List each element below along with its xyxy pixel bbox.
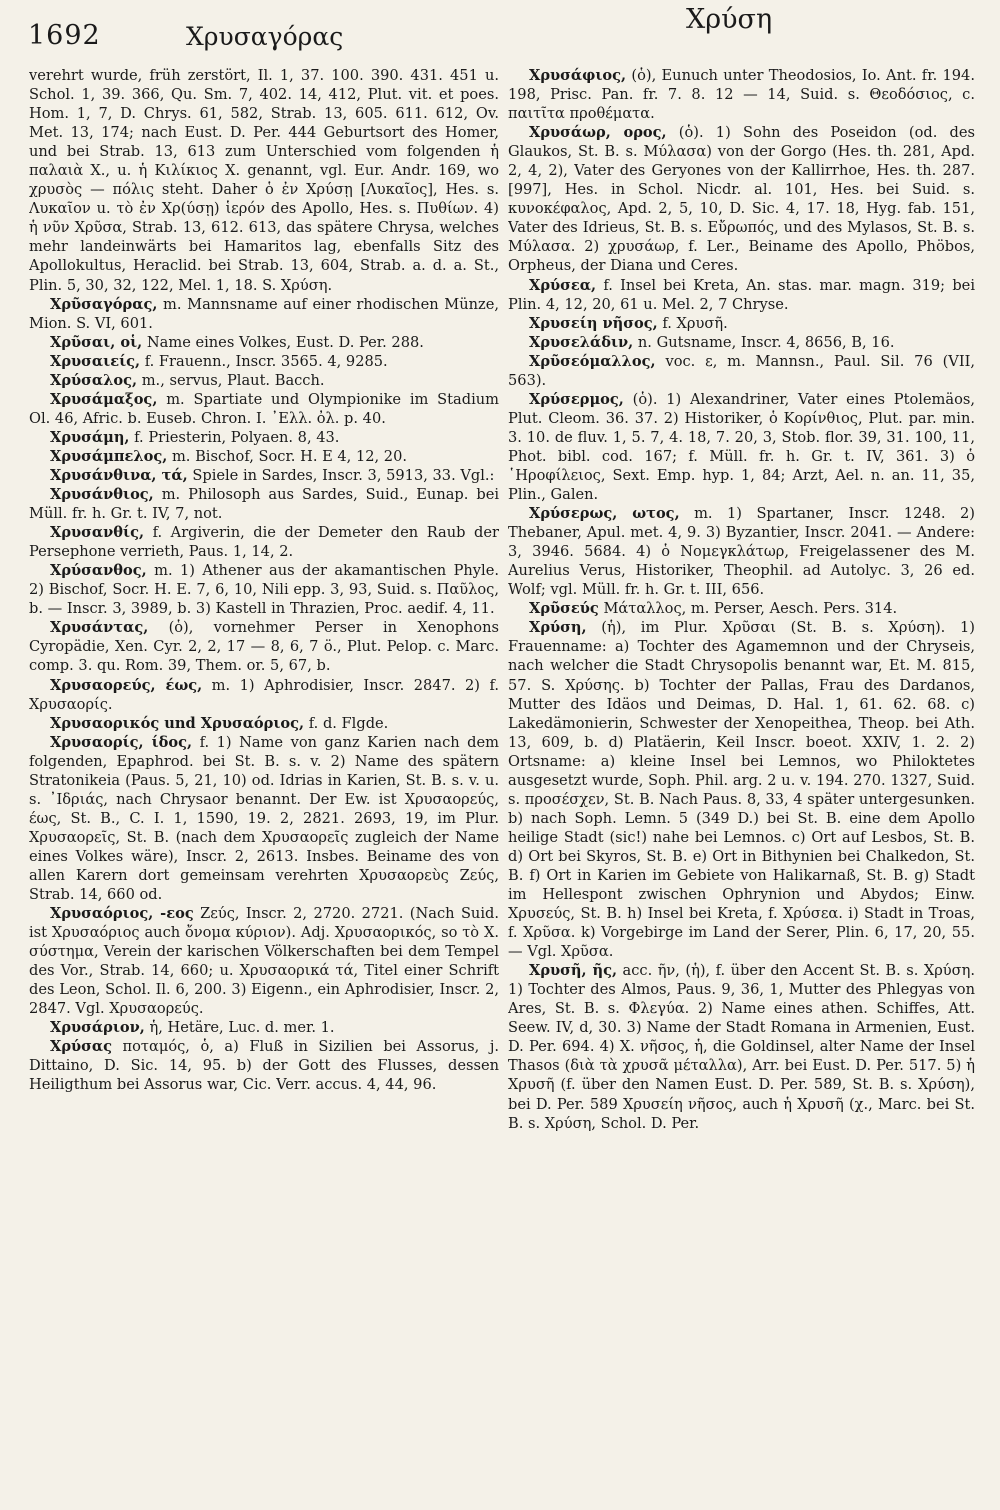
dictionary-entry [29,561,499,618]
entry-headword: Χρύσας [50,1038,113,1056]
dictionary-entry [508,504,975,599]
dictionary-entry [508,599,975,618]
dictionary-entry [29,352,499,371]
entry-headword: Χρυσελάδιν, [529,333,634,351]
entry-text: f. 1) Name von ganz Karien nach dem folgenden, Epaphrod. bei St. B. s. v. 2) Name des spätern Stratonikeia (Paus. 5, 21, 10) od. Idrias in Karien, St. B. s. v. u. s. ᾿Ιδριάς, nach Chrysaor benannt. Der Ew. ist Χρυσαορεύς, έως, St. B., C. I. 1, 1590, 19. 2, 2821. 2693, 19, im Plur. Χρυσαορεῖς, St. B. (nach dem Χρυσαορεῖς zugleich der Name eines Volkes wäre), Inscr. 2, 2613. Insbes. Beiname des von allen Karern dort gemeinsam verehrten Χρυσαορεὺς Ζεύς, Strab. 14, 660 od. [29,733,499,904]
entry-text: m. Bischof, Socr. H. E 4, 12, 20. [167,447,408,465]
entry-text: f. d. Flgde. [304,714,389,732]
entry-headword: Χρύσερμος, [529,390,624,408]
entry-headword: Χρυσαορίς, ίδος, [50,733,193,751]
entry-headword: Χρυσάμη, [50,428,130,446]
entry-text: m., servus, Plaut. Bacch. [137,371,325,389]
entry-headword: Χρυσάνθινα, τά, [50,466,188,484]
dictionary-entry [29,904,499,1018]
continued-entry-text [29,66,499,295]
entry-headword: Χρυσανθίς, [50,524,145,542]
dictionary-entry [29,618,499,675]
entry-headword: Χρυσάνθιος, [50,486,154,504]
entry-text: m. 1) Athener aus der akamantischen Phyle. 2) Bischof, Socr. H. E. 7, 6, 10, Nili epp. 3, 93, Suid. s. Παῦλος, b. — Inscr. 3, 3989, b. 3) Kastell in Thrazien, Proc. aedif. 4, 11. [29,562,499,618]
right-running-head: Χρύση [686,4,773,35]
dictionary-entry [29,523,499,561]
entry-headword: Χρύσερως, ωτος, [529,505,680,523]
dictionary-entry [29,485,499,523]
page-number: 1692 [28,20,101,51]
entry-headword: Χρύσανθος, [50,562,147,580]
entry-text: n. Gutsname, Inscr. 4, 8656, B, 16. [633,333,895,351]
entry-text: m. 1) Spartaner, Inscr. 1248. 2) Thebaner, Apul. met. 4, 9. 3) Byzantier, Inscr. 2041. — Andere: 3, 3946. 5684. 4) ὁ Νομεγκλάτωρ, Freigelassener des M. Aurelius Verus, Historiker, Theophil. ad Autolyc. 3, 26 ed. Wolf; vgl. Müll. fr. h. Gr. t. III, 656. [508,505,975,599]
dictionary-entry [508,66,975,123]
dictionary-entry [508,314,975,333]
entry-text: ποταμός, ὁ, a) Fluß in Sizilien bei Assorus, j. Dittaino, D. Sic. 14, 95. b) der Gott des Flusses, dessen Heiligthum bei Assorus war, Cic. Verr. accus. 4, 44, 96. [29,1038,499,1094]
entry-headword: Χρῦσεόμαλλος, [529,352,656,370]
entry-headword: Χρύσαλος, [50,371,138,389]
entry-text: f. Argiverin, die der Demeter den Raub der Persephone verrieth, Paus. 1, 14, 2. [29,524,499,561]
entry-text: voc. ε, m. Mannsn., Paul. Sil. 76 (VII, 563). [508,352,975,389]
left-column [29,66,499,1502]
entry-headword: Χρυσάωρ, ορος, [529,124,667,142]
dictionary-entry [29,733,499,904]
entry-text: ἡ, Hetäre, Luc. d. mer. 1. [144,1019,335,1037]
entry-headword: Χρυσαιείς, [50,352,141,370]
dictionary-entry [508,352,975,390]
entry-headword: Χρῦσαι, οἱ, [50,333,143,351]
dictionary-entry [29,428,499,447]
dictionary-entry [29,1018,499,1037]
right-column [508,66,975,1502]
entry-text: Ζεύς, Inscr. 2, 2720. 2721. (Nach Suid. ist Χρυσαόριος auch ὄνομα κύριον). Adj. Χρυσαορικός, so τὸ X. σύστημα, Verein der karischen Völkerschaften bei dem Tempel des Vor., Strab. 14, 660; u. Χρυσαορικά τά, Titel einer Schrift des Leon, Schol. Il. 6, 200. 3) Eigenn., ein Aphrodisier, Inscr. 2, 2847. Vgl. Χρυσαορεύς. [29,905,499,1018]
entry-headword: Χρυσάμπελος, [50,447,168,465]
dictionary-entry [29,333,499,352]
entry-text: (ὁ). 1) Alexandriner, Vater eines Ptolemäos, Plut. Cleom. 36. 37. 2) Historiker, ὁ Κορίνθιος, Plut. par. min. 3. 10. de fluv. 1, 5. 7, 4. 18, 7. 20, 3, Stob. flor. 39, 31. 100, 11, Phot. bibl. cod. 167; f. Müll. fr. h. Gr. t. IV, 361. 3) ὁ ῾Ηροφίλειος, Sext. Emp. hyp. 1, 84; Arzt, Ael. n. an. 11, 35, Plin., Galen. [508,390,975,504]
page-header [0,0,1000,60]
dictionary-entry [508,390,975,504]
entry-text: (ὁ), vornehmer Perser in Xenophons Cyropädie, Xen. Cyr. 2, 2, 17 — 8, 6, 7 ö., Plut. Pelop. c. Marc. comp. 3. qu. Rom. 39, Them. or. 5, 67, b. [29,619,499,675]
dictionary-entry [29,676,499,714]
dictionary-entry [29,714,499,733]
entry-headword: Χρυσάμαξος, [50,390,158,408]
entry-headword: Χρυσαορεύς, έως, [50,676,203,694]
entry-headword: Χρῦσαγόρας, [50,295,158,313]
entry-headword: Χρυσάφιος, [529,67,627,84]
left-running-head: Χρυσαγόρας [186,22,344,51]
entry-headword: Χρυσάριον, [50,1019,145,1037]
entry-text: acc. ῆν, (ἡ), f. über den Accent St. B. s. Χρύση. 1) Tochter des Almos, Paus. 9, 36, 1, Mutter des Phlegyas von Ares, St. B. s. Φλεγύα. 2) Name eines athen. Schiffes, Att. Seew. IV, d, 30. 3) Name der Stadt Romana in Armenien, Eust. D. Per. 694. 4) X. νῆσος, ἡ, die Goldinsel, alter Name der Insel Thasos (διὰ τὰ χρυσᾶ μέταλλα), Arr. bei Eust. D. Per. 517. 5) ἡ Χρυσῆ (f. über den Namen Eust. D. Per. 589, St. B. s. Χρύση), bei D. Per. 589 Χρυσείη νῆσος, auch ἡ Χρυσῆ (χ., Marc. bei St. B. s. Χρύση, Schol. D. Per. [508,962,975,1132]
entry-text: (ἡ), im Plur. Χρῦσαι (St. B. s. Χρύση). 1) Frauenname: a) Tochter des Agamemnon und der Chryseis, nach welcher die Stadt Chrysopolis benannt war, Et. M. 815, 57. S. Χρύσης. b) Tochter der Pallas, Frau des Dardanos, Mutter des Idäos und Deimas, D. Hal. 1, 61. 62. 68. c) Lakedämonierin, Schwester der Xenopeithea, Theop. bei Ath. 13, 609, b. d) Platäerin, Keil Inscr. boeot. XXIV, 1. 2. 2) Ortsname: a) kleine Insel bei Lemnos, wo Philoktetes ausgesetzt wurde, Soph. Phil. arg. 2 u. v. 194. 270. 1327, Suid. s. προσέσχεν, St. B. Nach Paus. 8, 33, 4 später untergesunken. b) nach Soph. Lemn. 5 (349 D.) bei St. B. eine dem Apollo heilige Stadt (sic!) nahe bei Lemnos. c) Ort auf Lesbos, St. B. d) Ort bei Skyros, St. B. e) Ort in Bithynien bei Chalkedon, St. B. f) Ort in Karien im Gebiete von Halikarnaß, St. B. g) Stadt im Hellespont zwischen Ophrynion und Abydos; Einw. Χρυσεύς, St. B. h) Insel bei Kreta, f. Χρύσεα. i) Stadt in Troas, f. Χρῦσα. k) Vorgebirge im Land der Serer, Plin. 6, 17, 20, 55. — Vgl. Χρῦσα. [508,619,975,961]
entry-text: Μάταλλος, m. Perser, Aesch. Pers. 314. [598,600,898,618]
entry-text: m. Mannsname auf einer rhodischen Münze, Mion. S. VI, 601. [29,295,499,332]
dictionary-entry [508,618,975,961]
entry-text: f. Χρυσῆ. [657,314,728,332]
entry-text: Name eines Volkes, Eust. D. Per. 288. [142,333,424,351]
entry-headword: Χρύση, [529,619,587,637]
entry-text: (ὁ), Eunuch unter Theodosios, Io. Ant. fr. 194. 198, Prisc. Pan. fr. 7. 8. 12 — 14, Suid. s. Θεοδόσιος, c. παιτῖτα προθέματα. [508,67,975,123]
dictionary-entry [508,123,975,275]
dictionary-entry [29,466,499,485]
dictionary-entry [29,390,499,428]
dictionary-entry [508,333,975,352]
entry-headword: Χρυσαόριος, -εος [50,905,194,923]
entry-headword: Χρύσεα, [529,276,597,294]
entry-headword: Χρυσείη νῆσος, [529,314,658,332]
entry-headword: Χρυσαορικός und Χρυσαόριος, [50,714,305,732]
entry-text: m. Spartiate und Olympionike im Stadium Ol. 46, Afric. b. Euseb. Chron. I. ᾿Ελλ. ὀλ. p. 40. [29,390,499,427]
dictionary-entry [29,371,499,390]
dictionary-entry [29,295,499,333]
entry-text: m. 1) Aphrodisier, Inscr. 2847. 2) f. Χρυσαορίς. [29,676,499,713]
dictionary-entry [29,447,499,466]
dictionary-entry [508,961,975,1132]
entry-text: f. Insel bei Kreta, An. stas. mar. magn. 319; bei Plin. 4, 12, 20, 61 u. Mel. 2, 7 Chryse. [508,276,975,313]
entry-headword: Χρυσάντας, [50,619,149,637]
entry-text: f. Frauenn., Inscr. 3565. 4, 9285. [140,352,388,370]
dictionary-entry [29,1037,499,1094]
entry-text: verehrt wurde, früh zerstört, Il. 1, 37. 100. 390. 431. 451 u. Schol. 1, 39. 366, Qu. Sm. 7, 402. 14, 412, Plut. vit. et poes. Hom. 1, 7, D. Chrys. 61, 582, Strab. 13, 605. 611. 612, Ov. Met. 13, 174; nach Eust. D. Per. 444 Geburtsort des Homer, und bei Strab. 13, 613 zum Unterschied vom folgenden ἡ παλαιὰ X., u. ἡ Κιλίκιος X. genannt, vgl. Eur. Andr. 169, wo χρυσὸς — πόλις steht. Daher ὁ ἐν Χρύσῃ [Λυκαῖος], Hes. s. Λυκαῖον u. τὸ ἐν Χρ(ύσῃ) ἱερόν des Apollo, Hes. s. Πυθίων. 4) ἡ νῦν Χρῦσα, Strab. 13, 612. 613, das spätere Chrysa, welches mehr landeinwärts bei Hamaritos lag, ebenfalls Sitz des Apollokultus, Heraclid. bei Strab. 13, 604, Strab. a. d. a. St., Plin. 5, 30, 32, 122, Mel. 1, 18. S. Χρύση. [29,67,499,294]
entry-headword: Χρυσῆ, ῆς, [529,962,618,980]
entry-text: f. Priesterin, Polyaen. 8, 43. [129,428,340,446]
entry-text: m. Philosoph aus Sardes, Suid., Eunap. bei Müll. fr. h. Gr. t. IV, 7, not. [29,486,499,523]
entry-text: Spiele in Sardes, Inscr. 3, 5913, 33. Vgl.: [187,466,495,484]
dictionary-entry [508,276,975,314]
entry-headword: Χρῦσεύς [529,600,599,618]
entry-text: (ὁ). 1) Sohn des Poseidon (od. des Glaukos, St. B. s. Μύλασα) von der Gorgo (Hes. th. 281, Apd. 2, 4, 2), Vater des Geryones von der Kallirrhoe, Hes. th. 287. [997], Hes. in Schol. Nicdr. al. 101, Hes. bei Suid. s. κυνοκέφαλος, Apd. 2, 5, 10, D. Sic. 4, 17. 18, Hyg. fab. 151, Vater des Idrieus, St. B. s. Εὔρωπός, und des Mylasos, St. B. s. Μύλασα. 2) χρυσάωρ, f. Ler., Beiname des Apollo, Phöbos, Orpheus, der Diana und Ceres. [508,124,975,275]
